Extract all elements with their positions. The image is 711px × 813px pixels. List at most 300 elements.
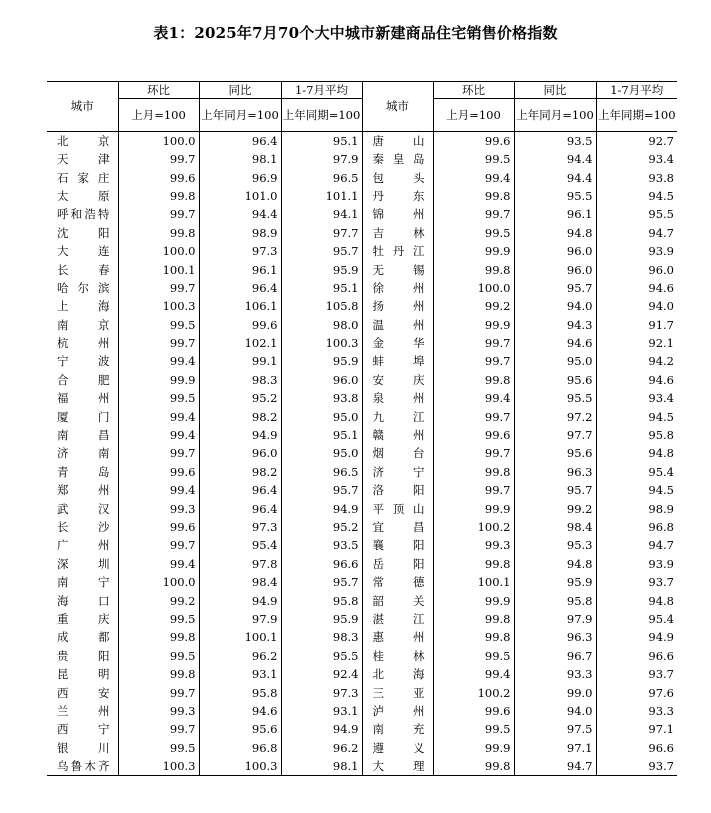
mom-value: 99.8	[433, 463, 514, 481]
city-name: 深圳	[57, 556, 110, 571]
mom-value: 99.5	[118, 739, 199, 757]
table-row	[47, 168, 677, 186]
yoy-value: 97.9	[199, 610, 281, 628]
mom-value: 99.5	[118, 389, 199, 407]
city-name: 海口	[57, 593, 110, 608]
mom-value: 99.5	[433, 647, 514, 665]
yoy-value: 98.3	[199, 371, 281, 389]
ytd-value: 98.0	[281, 316, 362, 334]
city-name: 惠州	[362, 628, 433, 646]
ytd-value: 97.1	[596, 720, 677, 738]
yoy-value: 94.7	[514, 757, 596, 776]
city-name: 扬州	[362, 297, 433, 315]
yoy-value: 95.5	[514, 389, 596, 407]
mom-value: 99.2	[118, 591, 199, 609]
mom-value: 99.7	[433, 407, 514, 425]
ytd-value: 96.0	[281, 371, 362, 389]
mom-value: 100.1	[118, 260, 199, 278]
ytd-value: 92.4	[281, 665, 362, 683]
mom-value: 99.9	[433, 739, 514, 757]
mom-value: 99.4	[433, 389, 514, 407]
city-name: 襄阳	[362, 536, 433, 554]
table-row	[47, 407, 677, 425]
mom-value: 100.0	[118, 132, 199, 151]
ytd-value: 93.7	[596, 757, 677, 776]
mom-value: 99.8	[433, 260, 514, 278]
mom-value: 99.5	[433, 720, 514, 738]
ytd-value: 96.5	[281, 463, 362, 481]
city-name: 金华	[362, 334, 433, 352]
yoy-value: 93.5	[514, 132, 596, 151]
city-name: 无锡	[362, 260, 433, 278]
yoy-value: 98.1	[199, 150, 281, 168]
yoy-value: 96.8	[199, 739, 281, 757]
mom-value: 99.8	[118, 628, 199, 646]
mom-value: 99.7	[433, 334, 514, 352]
city-name: 沈阳	[57, 225, 110, 240]
yoy-value: 106.1	[199, 297, 281, 315]
price-index-table	[47, 81, 677, 776]
city-name: 济宁	[362, 463, 433, 481]
table-row	[47, 757, 677, 776]
city-name: 平顶山	[362, 499, 433, 517]
ytd-value: 93.9	[596, 242, 677, 260]
mom-value: 99.8	[433, 187, 514, 205]
table-body	[47, 132, 677, 776]
city-name: 吉林	[362, 224, 433, 242]
city-name: 福州	[57, 391, 110, 406]
yoy-value: 96.2	[199, 647, 281, 665]
city-name: 武汉	[57, 501, 110, 516]
yoy-value: 100.1	[199, 628, 281, 646]
mom-value: 99.9	[433, 591, 514, 609]
city-name: 南昌	[57, 428, 110, 443]
ytd-value: 94.9	[281, 720, 362, 738]
ytd-value: 93.1	[281, 702, 362, 720]
city-name: 安庆	[362, 371, 433, 389]
city-name: 成都	[57, 630, 110, 645]
ytd-value: 94.2	[596, 352, 677, 370]
yoy-value: 97.3	[199, 242, 281, 260]
yoy-value: 95.0	[514, 352, 596, 370]
table-row	[47, 444, 677, 462]
mom-value: 99.5	[118, 316, 199, 334]
city-name: 长春	[57, 262, 110, 277]
ytd-value: 95.7	[281, 573, 362, 591]
mom-value: 99.8	[118, 187, 199, 205]
ytd-value: 95.9	[281, 610, 362, 628]
mom-value: 99.9	[433, 316, 514, 334]
mom-value: 99.8	[433, 371, 514, 389]
city-name: 包头	[362, 168, 433, 186]
yoy-value: 97.3	[199, 518, 281, 536]
yoy-header: 同比	[199, 82, 281, 99]
city-name: 郑州	[57, 483, 110, 498]
yoy-value: 96.1	[514, 205, 596, 223]
city-name: 青岛	[57, 464, 110, 479]
ytd-value: 92.1	[596, 334, 677, 352]
mom-value: 99.5	[118, 610, 199, 628]
city-name: 唐山	[362, 132, 433, 151]
yoy-value: 94.3	[514, 316, 596, 334]
ytd-value: 96.5	[281, 168, 362, 186]
table-row	[47, 242, 677, 260]
yoy-value: 94.9	[199, 591, 281, 609]
table-row	[47, 573, 677, 591]
table-row	[47, 610, 677, 628]
ytd-value: 95.1	[281, 279, 362, 297]
city-name: 泉州	[362, 389, 433, 407]
yoy-subheader: 上年同月=100	[514, 99, 596, 132]
yoy-value: 99.0	[514, 683, 596, 701]
ytd-value: 105.8	[281, 297, 362, 315]
yoy-value: 96.4	[199, 279, 281, 297]
yoy-value: 97.1	[514, 739, 596, 757]
ytd-value: 96.6	[281, 555, 362, 573]
city-name: 西宁	[57, 722, 110, 737]
yoy-value: 94.4	[199, 205, 281, 223]
table-row	[47, 536, 677, 554]
yoy-value: 99.6	[199, 316, 281, 334]
yoy-value: 95.8	[199, 683, 281, 701]
city-name: 洛阳	[362, 481, 433, 499]
city-name: 合肥	[57, 372, 110, 387]
yoy-header: 同比	[514, 82, 596, 99]
ytd-value: 97.3	[281, 683, 362, 701]
yoy-value: 97.5	[514, 720, 596, 738]
mom-value: 99.5	[433, 150, 514, 168]
mom-value: 99.8	[118, 665, 199, 683]
table-row	[47, 628, 677, 646]
yoy-value: 95.7	[514, 481, 596, 499]
table-row	[47, 132, 677, 151]
ytd-value: 95.9	[281, 260, 362, 278]
page-title: 表1：2025年7月70个大中城市新建商品住宅销售价格指数	[153, 24, 558, 42]
yoy-value: 99.2	[514, 499, 596, 517]
yoy-value: 98.4	[199, 573, 281, 591]
mom-value: 99.6	[118, 463, 199, 481]
mom-value: 99.4	[118, 481, 199, 499]
city-name: 常德	[362, 573, 433, 591]
city-name: 上海	[57, 299, 110, 314]
yoy-value: 98.2	[199, 407, 281, 425]
city-name: 泸州	[362, 702, 433, 720]
mom-value: 99.8	[433, 757, 514, 776]
table-row	[47, 150, 677, 168]
yoy-value: 96.4	[199, 132, 281, 151]
ytd-value: 94.8	[596, 591, 677, 609]
yoy-value: 96.4	[199, 481, 281, 499]
ytd-value: 94.7	[596, 536, 677, 554]
yoy-value: 99.1	[199, 352, 281, 370]
ytd-value: 96.2	[281, 739, 362, 757]
city-name: 杭州	[57, 336, 110, 351]
city-name: 蚌埠	[362, 352, 433, 370]
city-name: 西安	[57, 685, 110, 700]
ytd-value: 95.5	[281, 647, 362, 665]
mom-value: 99.6	[118, 518, 199, 536]
city-name: 昆明	[57, 667, 110, 682]
mom-value: 99.6	[433, 132, 514, 151]
ytd-value: 91.7	[596, 316, 677, 334]
city-header: 城市	[362, 82, 433, 132]
yoy-value: 94.0	[514, 702, 596, 720]
ytd-value: 93.3	[596, 702, 677, 720]
ytd-value: 93.9	[596, 555, 677, 573]
table-row	[47, 371, 677, 389]
ytd-value: 98.9	[596, 499, 677, 517]
city-name: 徐州	[362, 279, 433, 297]
city-name: 广州	[57, 538, 110, 553]
ytd-value: 95.8	[596, 426, 677, 444]
mom-value: 99.4	[118, 426, 199, 444]
ytd-value: 94.1	[281, 205, 362, 223]
yoy-value: 95.7	[514, 279, 596, 297]
yoy-value: 95.6	[514, 444, 596, 462]
city-name: 银川	[57, 740, 110, 755]
yoy-value: 97.9	[514, 610, 596, 628]
city-name: 烟台	[362, 444, 433, 462]
yoy-value: 100.3	[199, 757, 281, 776]
mom-value: 99.4	[433, 168, 514, 186]
city-name: 南京	[57, 317, 110, 332]
yoy-value: 95.5	[514, 187, 596, 205]
table-row	[47, 463, 677, 481]
yoy-value: 101.0	[199, 187, 281, 205]
city-name: 兰州	[57, 703, 110, 718]
table-row	[47, 260, 677, 278]
yoy-value: 95.9	[514, 573, 596, 591]
table-row	[47, 665, 677, 683]
ytd-value: 94.8	[596, 444, 677, 462]
ytd-value: 93.8	[596, 168, 677, 186]
city-name: 长沙	[57, 520, 110, 534]
mom-header: 环比	[118, 82, 199, 99]
city-name: 济南	[57, 446, 110, 461]
city-name: 遵义	[362, 739, 433, 757]
city-name: 北京	[57, 134, 110, 148]
table-row	[47, 518, 677, 536]
mom-value: 99.3	[118, 499, 199, 517]
ytd-value: 94.6	[596, 279, 677, 297]
yoy-value: 96.0	[514, 260, 596, 278]
city-name: 哈尔滨	[57, 280, 110, 295]
city-header: 城市	[47, 82, 118, 132]
table-row	[47, 187, 677, 205]
mom-value: 99.3	[118, 702, 199, 720]
ytd-value: 93.7	[596, 573, 677, 591]
mom-value: 99.6	[433, 702, 514, 720]
mom-value: 100.2	[433, 518, 514, 536]
table-row	[47, 555, 677, 573]
mom-value: 99.7	[118, 279, 199, 297]
table-row	[47, 683, 677, 701]
table-row	[47, 499, 677, 517]
mom-header: 环比	[433, 82, 514, 99]
mom-value: 99.4	[118, 555, 199, 573]
mom-value: 99.8	[118, 224, 199, 242]
yoy-value: 97.2	[514, 407, 596, 425]
ytd-value: 92.7	[596, 132, 677, 151]
mom-value: 99.7	[433, 205, 514, 223]
yoy-value: 97.8	[199, 555, 281, 573]
yoy-value: 96.9	[199, 168, 281, 186]
city-name: 南宁	[57, 575, 110, 590]
table-row	[47, 591, 677, 609]
ytd-value: 98.3	[281, 628, 362, 646]
yoy-value: 93.1	[199, 665, 281, 683]
yoy-subheader: 上年同月=100	[199, 99, 281, 132]
ytd-value: 93.8	[281, 389, 362, 407]
yoy-value: 98.2	[199, 463, 281, 481]
ytd-value: 95.9	[281, 352, 362, 370]
mom-value: 99.5	[433, 224, 514, 242]
table-row	[47, 389, 677, 407]
table-row	[47, 316, 677, 334]
mom-value: 99.8	[433, 628, 514, 646]
mom-value: 99.6	[433, 426, 514, 444]
city-name: 贵阳	[57, 648, 110, 663]
ytd-value: 100.3	[281, 334, 362, 352]
ytd-value: 94.5	[596, 187, 677, 205]
ytd-value: 97.6	[596, 683, 677, 701]
ytd-value: 96.0	[596, 260, 677, 278]
ytd-value: 95.2	[281, 518, 362, 536]
yoy-value: 95.4	[199, 536, 281, 554]
ytd-value: 95.8	[281, 591, 362, 609]
city-name: 宜昌	[362, 518, 433, 536]
mom-value: 99.4	[433, 665, 514, 683]
mom-value: 100.0	[118, 242, 199, 260]
city-name: 温州	[362, 316, 433, 334]
ytd-header: 1-7月平均	[596, 82, 677, 99]
ytd-value: 96.6	[596, 647, 677, 665]
mom-value: 99.8	[433, 555, 514, 573]
table-row	[47, 279, 677, 297]
city-name: 北海	[362, 665, 433, 683]
yoy-value: 96.1	[199, 260, 281, 278]
mom-subheader: 上月=100	[433, 99, 514, 132]
city-name: 厦门	[57, 409, 110, 424]
mom-value: 100.2	[433, 683, 514, 701]
mom-subheader: 上月=100	[118, 99, 199, 132]
city-name: 乌鲁木齐	[47, 757, 118, 776]
mom-value: 99.5	[118, 647, 199, 665]
city-name: 锦州	[362, 205, 433, 223]
mom-value: 99.8	[433, 610, 514, 628]
yoy-value: 102.1	[199, 334, 281, 352]
table-row	[47, 334, 677, 352]
table-row	[47, 739, 677, 757]
mom-value: 99.7	[118, 536, 199, 554]
ytd-value: 94.7	[596, 224, 677, 242]
yoy-value: 96.7	[514, 647, 596, 665]
yoy-value: 96.3	[514, 628, 596, 646]
ytd-value: 95.7	[281, 242, 362, 260]
ytd-value: 94.0	[596, 297, 677, 315]
mom-value: 99.7	[118, 334, 199, 352]
mom-value: 99.4	[118, 352, 199, 370]
yoy-value: 95.2	[199, 389, 281, 407]
ytd-value: 95.0	[281, 444, 362, 462]
mom-value: 100.1	[433, 573, 514, 591]
header-row	[47, 82, 677, 99]
ytd-value: 95.7	[281, 481, 362, 499]
mom-value: 99.3	[433, 536, 514, 554]
ytd-value: 94.9	[281, 499, 362, 517]
city-name: 桂林	[362, 647, 433, 665]
ytd-value: 93.5	[281, 536, 362, 554]
city-name: 呼和浩特	[57, 207, 110, 222]
yoy-value: 95.3	[514, 536, 596, 554]
mom-value: 99.7	[433, 352, 514, 370]
mom-value: 100.3	[118, 757, 199, 776]
ytd-value: 97.7	[281, 224, 362, 242]
city-name: 南充	[362, 720, 433, 738]
ytd-value: 93.7	[596, 665, 677, 683]
mom-value: 100.0	[118, 573, 199, 591]
city-name: 天津	[57, 152, 110, 167]
yoy-value: 96.3	[514, 463, 596, 481]
ytd-value: 95.0	[281, 407, 362, 425]
ytd-value: 94.5	[596, 407, 677, 425]
mom-value: 99.2	[433, 297, 514, 315]
table-row	[47, 224, 677, 242]
city-name: 大理	[362, 757, 433, 776]
ytd-value: 96.6	[596, 739, 677, 757]
yoy-value: 94.6	[514, 334, 596, 352]
city-name: 丹东	[362, 187, 433, 205]
yoy-value: 96.0	[199, 444, 281, 462]
city-name: 太原	[57, 188, 110, 203]
ytd-value: 101.1	[281, 187, 362, 205]
ytd-value: 97.9	[281, 150, 362, 168]
yoy-value: 96.0	[514, 242, 596, 260]
yoy-value: 94.4	[514, 168, 596, 186]
mom-value: 99.7	[118, 683, 199, 701]
yoy-value: 98.4	[514, 518, 596, 536]
mom-value: 99.9	[118, 371, 199, 389]
yoy-value: 94.0	[514, 297, 596, 315]
ytd-value: 98.1	[281, 757, 362, 776]
city-name: 三亚	[362, 683, 433, 701]
table-row	[47, 720, 677, 738]
ytd-value: 95.1	[281, 426, 362, 444]
yoy-value: 95.6	[514, 371, 596, 389]
ytd-value: 94.6	[596, 371, 677, 389]
city-name: 大连	[57, 244, 110, 259]
ytd-value: 94.9	[596, 628, 677, 646]
mom-value: 100.3	[118, 297, 199, 315]
yoy-value: 98.9	[199, 224, 281, 242]
table-row	[47, 352, 677, 370]
city-name: 重庆	[57, 611, 110, 626]
mom-value: 100.0	[433, 279, 514, 297]
ytd-value: 93.4	[596, 150, 677, 168]
yoy-value: 94.8	[514, 555, 596, 573]
ytd-value: 95.4	[596, 463, 677, 481]
ytd-value: 96.8	[596, 518, 677, 536]
mom-value: 99.9	[433, 499, 514, 517]
city-name: 九江	[362, 407, 433, 425]
yoy-value: 93.3	[514, 665, 596, 683]
ytd-value: 95.1	[281, 132, 362, 151]
city-name: 赣州	[362, 426, 433, 444]
ytd-subheader: 上年同期=100	[281, 99, 362, 132]
mom-value: 99.7	[118, 150, 199, 168]
city-name: 湛江	[362, 610, 433, 628]
ytd-header: 1-7月平均	[281, 82, 362, 99]
